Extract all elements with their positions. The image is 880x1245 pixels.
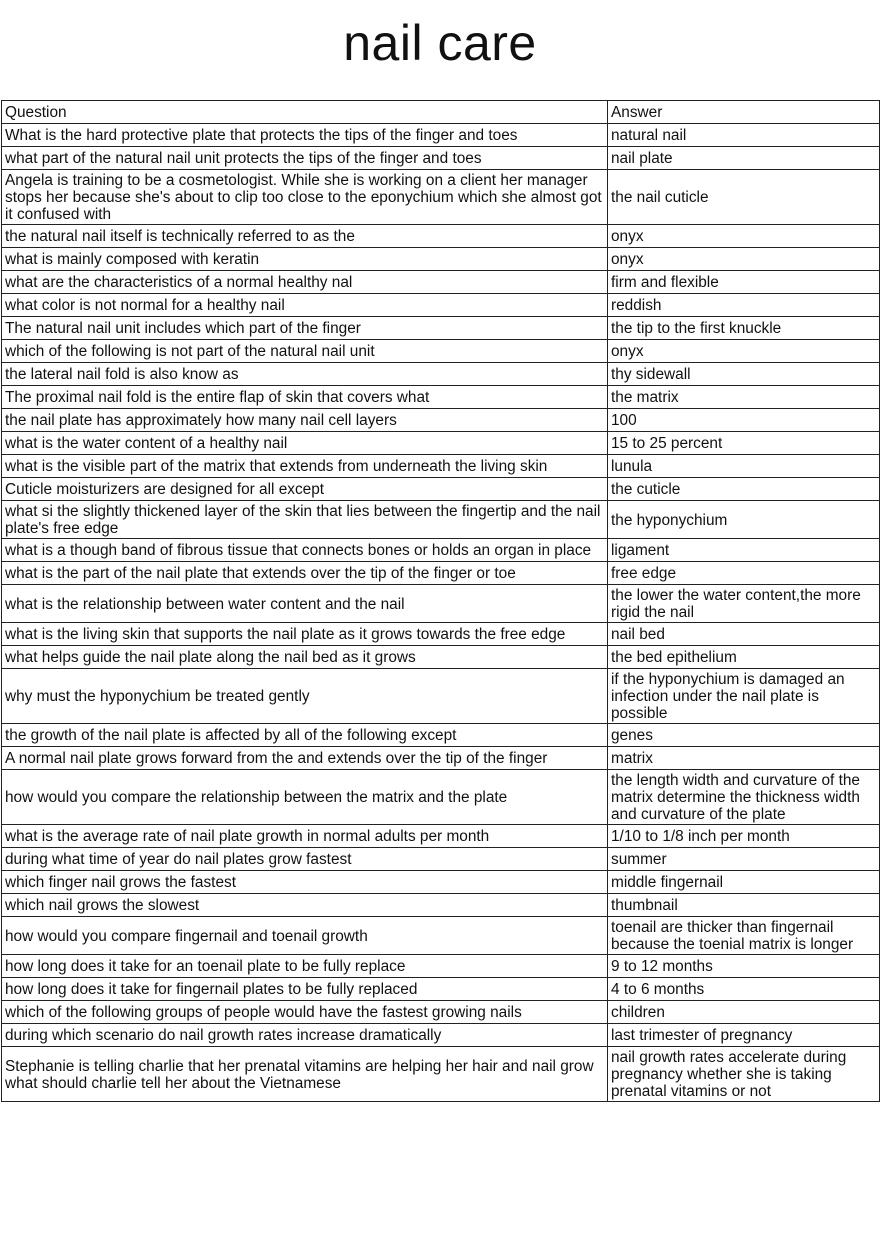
answer-cell: natural nail <box>608 124 880 147</box>
question-cell: the lateral nail fold is also know as <box>2 363 608 386</box>
table-row <box>2 623 880 646</box>
table-header-row <box>2 101 880 124</box>
column-header-question: Question <box>2 101 608 124</box>
question-cell: why must the hyponychium be treated gently <box>2 669 608 724</box>
answer-cell: nail bed <box>608 623 880 646</box>
answer-cell: 4 to 6 months <box>608 978 880 1001</box>
question-cell: what is the living skin that supports the nail plate as it grows towards the free edge <box>2 623 608 646</box>
answer-cell: the matrix <box>608 386 880 409</box>
table-row <box>2 317 880 340</box>
question-cell: A normal nail plate grows forward from the and extends over the tip of the finger <box>2 747 608 770</box>
answer-cell: lunula <box>608 455 880 478</box>
table-row <box>2 409 880 432</box>
question-cell: what is the relationship between water content and the nail <box>2 585 608 623</box>
table-row <box>2 669 880 724</box>
answer-cell: the tip to the first knuckle <box>608 317 880 340</box>
table-row <box>2 562 880 585</box>
question-cell: which nail grows the slowest <box>2 894 608 917</box>
page-title: nail care <box>343 15 537 71</box>
table-row <box>2 955 880 978</box>
question-cell: what part of the natural nail unit protects the tips of the finger and toes <box>2 147 608 170</box>
answer-cell: 100 <box>608 409 880 432</box>
answer-cell: genes <box>608 724 880 747</box>
answer-cell: thumbnail <box>608 894 880 917</box>
table-row <box>2 539 880 562</box>
table-row <box>2 225 880 248</box>
table-row <box>2 478 880 501</box>
answer-cell: firm and flexible <box>608 271 880 294</box>
question-cell: what is the visible part of the matrix that extends from underneath the living skin <box>2 455 608 478</box>
table-row <box>2 871 880 894</box>
table-row <box>2 170 880 225</box>
question-cell: the natural nail itself is technically referred to as the <box>2 225 608 248</box>
table-row <box>2 724 880 747</box>
table-row <box>2 585 880 623</box>
answer-cell: the cuticle <box>608 478 880 501</box>
table-row <box>2 363 880 386</box>
table-row <box>2 978 880 1001</box>
table-row <box>2 646 880 669</box>
answer-cell: free edge <box>608 562 880 585</box>
table-row <box>2 1001 880 1024</box>
table-row <box>2 386 880 409</box>
table-row <box>2 747 880 770</box>
table-row <box>2 848 880 871</box>
answer-cell: 15 to 25 percent <box>608 432 880 455</box>
question-cell: what are the characteristics of a normal healthy nal <box>2 271 608 294</box>
qa-table <box>1 100 880 1102</box>
question-cell: what si the slightly thickened layer of the skin that lies between the fingertip and the nail plate's free edge <box>2 501 608 539</box>
answer-cell: toenail are thicker than fingernail because the toenial matrix is longer <box>608 917 880 955</box>
table-row <box>2 248 880 271</box>
table-row <box>2 917 880 955</box>
table-row <box>2 147 880 170</box>
question-cell: which of the following is not part of the natural nail unit <box>2 340 608 363</box>
question-cell: how would you compare the relationship between the matrix and the plate <box>2 770 608 825</box>
question-cell: during which scenario do nail growth rates increase dramatically <box>2 1024 608 1047</box>
answer-cell: ligament <box>608 539 880 562</box>
answer-cell: the length width and curvature of the matrix determine the thickness width and curvature of the plate <box>608 770 880 825</box>
table-row <box>2 501 880 539</box>
answer-cell: 1/10 to 1/8 inch per month <box>608 825 880 848</box>
question-cell: Cuticle moisturizers are designed for all except <box>2 478 608 501</box>
answer-cell: nail growth rates accelerate during pregnancy whether she is taking prenatal vitamins or not <box>608 1047 880 1102</box>
table-row <box>2 770 880 825</box>
question-cell: the nail plate has approximately how many nail cell layers <box>2 409 608 432</box>
question-cell: which finger nail grows the fastest <box>2 871 608 894</box>
question-cell: what is the part of the nail plate that extends over the tip of the finger or toe <box>2 562 608 585</box>
answer-cell: onyx <box>608 340 880 363</box>
table-row <box>2 124 880 147</box>
column-header-answer: Answer <box>608 101 880 124</box>
answer-cell: last trimester of pregnancy <box>608 1024 880 1047</box>
answer-cell: matrix <box>608 747 880 770</box>
answer-cell: middle fingernail <box>608 871 880 894</box>
answer-cell: thy sidewall <box>608 363 880 386</box>
question-cell: The natural nail unit includes which part of the finger <box>2 317 608 340</box>
question-cell: what is mainly composed with keratin <box>2 248 608 271</box>
question-cell: what is the water content of a healthy nail <box>2 432 608 455</box>
question-cell: how would you compare fingernail and toenail growth <box>2 917 608 955</box>
table-row <box>2 825 880 848</box>
answer-cell: the bed epithelium <box>608 646 880 669</box>
table-row <box>2 432 880 455</box>
answer-cell: nail plate <box>608 147 880 170</box>
question-cell: Stephanie is telling charlie that her prenatal vitamins are helping her hair and nail grow what should charlie tell her about the Vietnamese <box>2 1047 608 1102</box>
answer-cell: children <box>608 1001 880 1024</box>
table-row <box>2 340 880 363</box>
question-cell: what helps guide the nail plate along the nail bed as it grows <box>2 646 608 669</box>
question-cell: what is the average rate of nail plate growth in normal adults per month <box>2 825 608 848</box>
question-cell: what is a though band of fibrous tissue that connects bones or holds an organ in place <box>2 539 608 562</box>
answer-cell: the hyponychium <box>608 501 880 539</box>
table-row <box>2 455 880 478</box>
answer-cell: 9 to 12 months <box>608 955 880 978</box>
table-row <box>2 271 880 294</box>
answer-cell: onyx <box>608 225 880 248</box>
answer-cell: the nail cuticle <box>608 170 880 225</box>
question-cell: which of the following groups of people would have the fastest growing nails <box>2 1001 608 1024</box>
table-row <box>2 1047 880 1102</box>
answer-cell: onyx <box>608 248 880 271</box>
table-row <box>2 894 880 917</box>
answer-cell: if the hyponychium is damaged an infection under the nail plate is possible <box>608 669 880 724</box>
answer-cell: reddish <box>608 294 880 317</box>
question-cell: The proximal nail fold is the entire flap of skin that covers what <box>2 386 608 409</box>
answer-cell: summer <box>608 848 880 871</box>
question-cell: how long does it take for fingernail plates to be fully replaced <box>2 978 608 1001</box>
question-cell: during what time of year do nail plates grow fastest <box>2 848 608 871</box>
question-cell: the growth of the nail plate is affected by all of the following except <box>2 724 608 747</box>
table-row <box>2 294 880 317</box>
table-row <box>2 1024 880 1047</box>
question-cell: What is the hard protective plate that protects the tips of the finger and toes <box>2 124 608 147</box>
table-body <box>2 124 880 1102</box>
question-cell: Angela is training to be a cosmetologist. While she is working on a client her manager stops her because she's about to clip too close to the eponychium which she almost got it confused with <box>2 170 608 225</box>
question-cell: how long does it take for an toenail plate to be fully replace <box>2 955 608 978</box>
question-cell: what color is not normal for a healthy nail <box>2 294 608 317</box>
answer-cell: the lower the water content,the more rigid the nail <box>608 585 880 623</box>
